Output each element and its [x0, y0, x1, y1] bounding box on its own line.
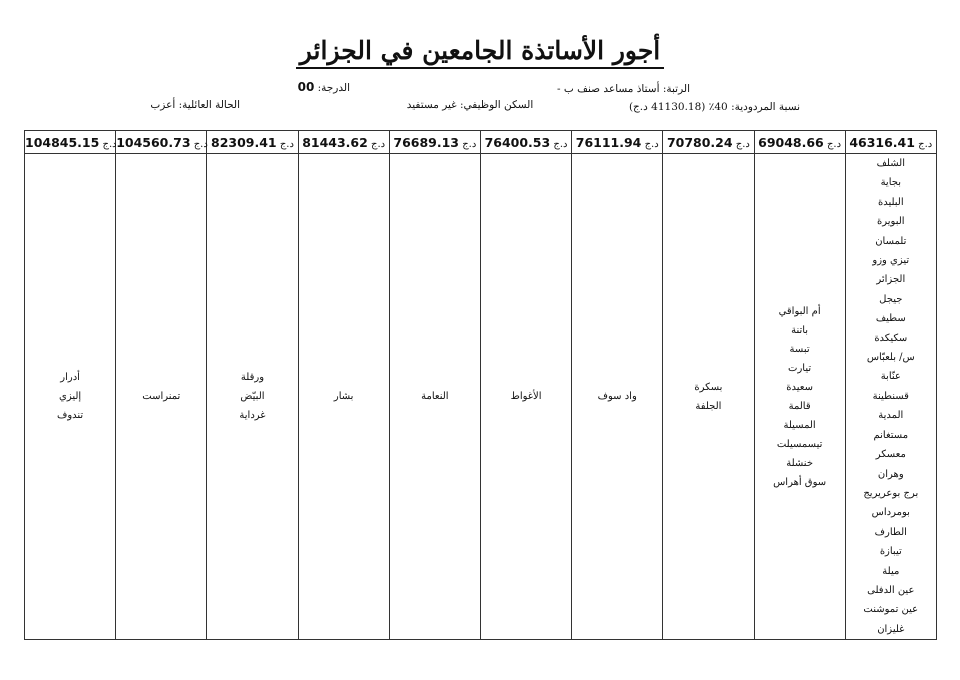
salary-amount: 46316.41 — [849, 134, 915, 150]
currency-label: د.ج — [550, 138, 568, 150]
salary-table — [24, 130, 937, 640]
city-name: غرداية — [239, 410, 266, 422]
degree-value: 00 — [297, 80, 315, 94]
currency-label: د.ج — [367, 138, 386, 150]
city-name: مستغانم — [873, 429, 909, 441]
currency-label: د.ج — [732, 138, 750, 150]
cities-cell — [298, 154, 389, 640]
city-name: الجلفة — [695, 400, 722, 412]
city-name: قالمة — [788, 400, 811, 412]
salary-amount: 76111.94 — [575, 134, 642, 150]
city-list — [755, 302, 845, 492]
cities-row — [25, 154, 937, 640]
city-name: النعامة — [421, 391, 449, 403]
salary-amount: 70780.24 — [666, 134, 733, 150]
salary-cell — [298, 131, 389, 154]
cities-cell — [572, 154, 663, 640]
city-name: عنّابة — [880, 371, 901, 383]
city-name: سعيدة — [786, 381, 813, 393]
city-name: إليزي — [59, 391, 82, 403]
salary-cell — [207, 131, 298, 154]
city-name: ورقلة — [240, 372, 265, 384]
city-name: البليدة — [877, 196, 904, 208]
currency-label: د.ج — [914, 138, 933, 150]
city-name: المسيلة — [783, 419, 816, 431]
cities-cell — [116, 154, 207, 640]
city-name: خنشلة — [786, 457, 813, 469]
city-name: بومرداس — [871, 507, 910, 519]
salary-cell — [572, 131, 663, 154]
city-name: باتنة — [791, 324, 809, 336]
city-name: تندوف — [56, 410, 84, 422]
city-list — [25, 368, 115, 425]
city-name: الأغواط — [510, 391, 542, 403]
city-name: قسنطينة — [872, 390, 909, 402]
city-name: عين الدفلى — [867, 584, 915, 596]
degree-label: الدرجة: — [317, 82, 350, 94]
city-name: واد سوف — [597, 391, 637, 403]
city-name: سطيف — [875, 313, 906, 325]
cities-cell — [25, 154, 116, 640]
salary-amount: 82309.41 — [211, 134, 277, 150]
page-title: أجور الأساتذة الجامعين في الجزائر — [0, 36, 960, 65]
city-name: أم البواقي — [778, 305, 821, 317]
city-name: سوق أهراس — [773, 476, 827, 488]
cities-cell — [480, 154, 571, 640]
salary-amount: 104560.73 — [116, 134, 191, 150]
city-name: تيبازة — [879, 546, 902, 558]
city-name: البويرة — [877, 216, 905, 228]
city-name: المدية — [878, 410, 904, 422]
currency-label: د.ج — [823, 138, 842, 150]
city-name: تيسمسيلت — [776, 438, 823, 450]
salary-amount: 69048.66 — [758, 134, 824, 150]
city-list — [116, 387, 206, 406]
city-list — [207, 368, 297, 425]
city-name: أدرار — [60, 372, 80, 384]
housing-status: السكن الوظيفي: غير مستفيد — [406, 99, 534, 111]
salary-cell — [389, 131, 480, 154]
currency-label: د.ج — [459, 138, 477, 150]
city-list — [572, 387, 662, 406]
cities-cell — [389, 154, 480, 640]
city-list — [390, 387, 480, 406]
salary-cell — [845, 131, 936, 154]
city-name: بسكرة — [694, 381, 723, 393]
city-name: س/ بلعبّاس — [866, 352, 915, 364]
city-name: تيزي وزو — [872, 255, 910, 267]
city-name: تيارت — [788, 362, 812, 374]
salary-amount: 81443.62 — [302, 134, 368, 150]
city-list — [846, 154, 936, 639]
cities-cell — [754, 154, 845, 640]
currency-label: د.ج — [190, 138, 208, 150]
city-name: الشلف — [876, 158, 905, 169]
rank-label: الرتبة: أستاذ مساعد صنف ب - — [557, 83, 690, 95]
city-name: تمنراست — [142, 391, 181, 403]
salary-cell — [116, 131, 207, 154]
city-name: تبسة — [789, 343, 810, 355]
salary-amount: 104845.15 — [25, 134, 100, 150]
salary-cell — [480, 131, 571, 154]
city-name: تلمسان — [875, 235, 907, 247]
city-name: برج بوعريريج — [863, 487, 919, 499]
city-name: غليزان — [877, 623, 905, 635]
performance-rate: نسبة المردودية: 40٪ (41130.18 د.ج) — [628, 101, 800, 113]
currency-label: د.ج — [276, 138, 294, 150]
city-list — [663, 378, 753, 416]
city-name: البيّض — [240, 391, 265, 403]
city-name: الجزائر — [876, 274, 906, 286]
city-name: بجاية — [880, 177, 901, 189]
city-name: جيجل — [879, 293, 903, 305]
currency-label: د.ج — [99, 138, 117, 150]
cities-cell — [845, 154, 936, 640]
salary-cell — [25, 131, 116, 154]
salary-amount: 76400.53 — [484, 134, 551, 150]
cities-cell — [207, 154, 298, 640]
degree-field — [270, 80, 350, 94]
city-name: الطارف — [874, 526, 907, 538]
salary-cell — [663, 131, 754, 154]
currency-label: د.ج — [641, 138, 659, 150]
city-name: معسكر — [875, 449, 906, 461]
cities-cell — [663, 154, 754, 640]
city-list — [481, 387, 571, 406]
city-list — [299, 387, 389, 406]
city-name: ميلة — [882, 565, 900, 577]
salary-header-row — [25, 131, 937, 154]
family-status: الحالة العائلية: أعزب — [150, 99, 240, 111]
city-name: بشار — [333, 391, 354, 403]
city-name: عين تموشنت — [863, 604, 919, 616]
city-name: سكيكدة — [874, 332, 908, 344]
salary-cell — [754, 131, 845, 154]
city-name: وهران — [877, 468, 904, 480]
salary-amount: 76689.13 — [393, 134, 460, 150]
